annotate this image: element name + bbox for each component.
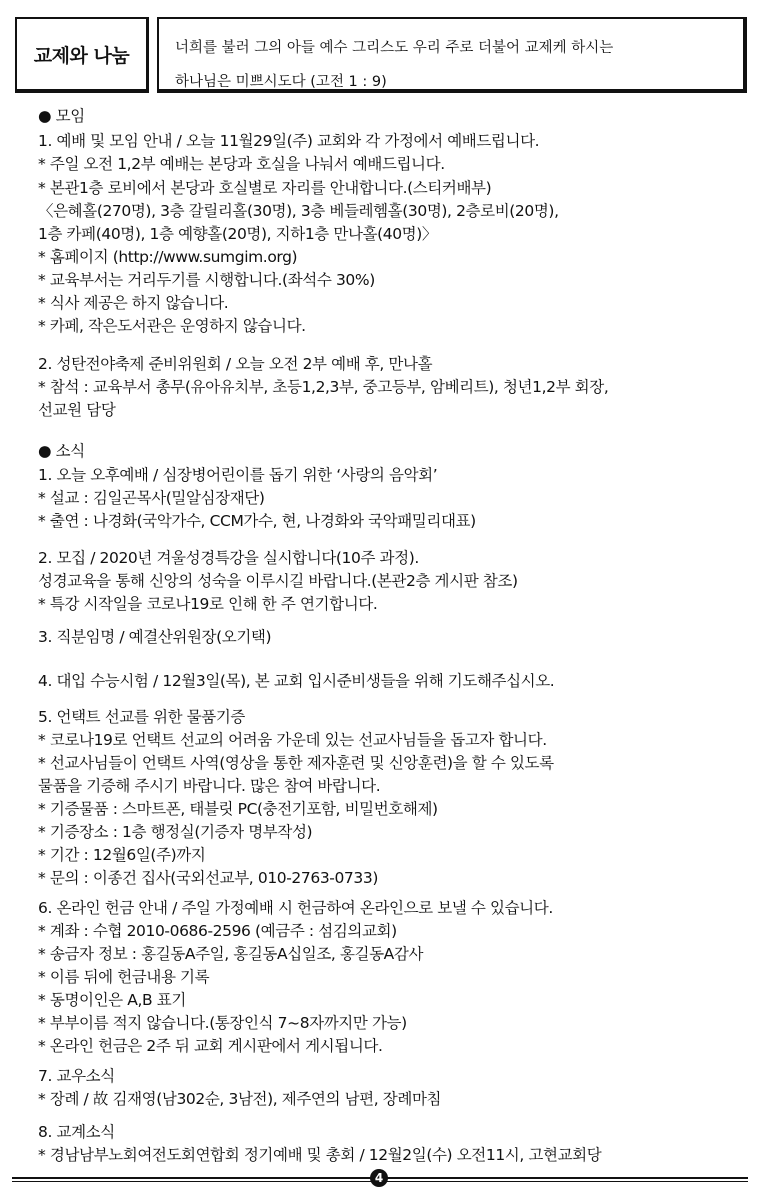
item-appointment: 3. 직분임명 / 예결산위원장(오기택) [38,628,272,646]
sub-item: * 주일 오전 1,2부 예배는 본당과 호실을 나눠서 예배드립니다. [38,155,445,173]
sub-item: * 송금자 정보 : 홍길동A주일, 홍길동A십일조, 홍길동A감사 [38,945,424,963]
item-christmas-committee: 2. 성탄전야축제 준비위원회 / 오늘 오전 2부 예배 후, 만나홀 [38,355,433,373]
sub-item: 선교원 담당 [38,401,116,419]
sub-item: * 식사 제공은 하지 않습니다. [38,294,229,312]
sub-item: * 장례 / 故 김재영(남302순, 3남전), 제주연의 남편, 장례마침 [38,1090,442,1108]
sub-item: * 교육부서는 거리두기를 시행합니다.(좌석수 30%) [38,271,375,289]
item-exam: 4. 대입 수능시험 / 12월3일(목), 본 교회 입시준비생들을 위해 기도해주십시오. [38,672,555,690]
sub-item: * 출연 : 나경화(국악가수, CCM가수, 현, 나경화와 국악패밀리대표) [38,512,476,530]
bible-verse-box [157,17,747,93]
item-member-news: 7. 교우소식 [38,1067,115,1085]
sub-item: * 부부이름 적지 않습니다.(통장인식 7~8자까지만 가능) [38,1014,407,1032]
page-number: 4 [370,1169,388,1187]
item-online-offering: 6. 온라인 헌금 안내 / 주일 가정예배 시 헌금하여 온라인으로 보낼 수 있습니다. [38,899,553,917]
sub-item: * 설교 : 김일곤목사(밀알심장재단) [38,489,265,507]
sub-item: * 홈페이지 (http://www.sumgim.org) [38,248,298,266]
sub-item: * 특강 시작일을 코로나19로 인해 한 주 연기합니다. [38,595,378,613]
item-church-news: 8. 교계소식 [38,1123,115,1141]
sub-item: * 카페, 작은도서관은 운영하지 않습니다. [38,317,306,335]
item-worship: 1. 예배 및 모임 안내 / 오늘 11월29일(주) 교회와 각 가정에서 예배드립니다. [38,132,540,150]
sub-item: * 참석 : 교육부서 총무(유아유치부, 초등1,2,3부, 중고등부, 암베리트), 청년1,2부 회장, [38,378,609,396]
item-concert: 1. 오늘 오후예배 / 심장병어린이를 돕기 위한 ‘사랑의 음악회’ [38,466,438,484]
sub-item: * 기간 : 12월6일(주)까지 [38,846,206,864]
section-header [12,14,748,100]
verse-line-2: 하나님은 미쁘시도다 (고전 1 : 9) [175,74,387,90]
section-title: 교제와 나눔 [15,17,149,93]
sub-item: 1층 카페(40명), 1층 예향홀(20명), 지하1층 만나홀(40명)〉 [38,225,437,243]
sub-item: 물품을 기증해 주시기 바랍니다. 많은 참여 바랍니다. [38,777,381,795]
page-footer [12,1168,748,1188]
sub-item: * 기증장소 : 1층 행정실(기증자 명부작성) [38,823,313,841]
sub-item: * 계좌 : 수협 2010-0686-2596 (예금주 : 섬김의교회) [38,922,397,940]
sub-item: * 경남남부노회여전도회연합회 정기예배 및 총회 / 12월2일(수) 오전11시, 고현교회당 [38,1146,602,1164]
sub-item: * 본관1층 로비에서 본당과 호실별로 자리를 안내합니다.(스티커배부) [38,179,492,197]
heading-gathering: ● 모임 [38,107,85,125]
sub-item: * 코로나19로 언택트 선교의 어려움 가운데 있는 선교사님들을 돕고자 합니다. [38,731,547,749]
sub-item: * 온라인 헌금은 2주 뒤 교회 게시판에서 게시됩니다. [38,1037,383,1055]
sub-item: * 문의 : 이종건 집사(국외선교부, 010-2763-0733) [38,869,378,887]
item-donation: 5. 언택트 선교를 위한 물품기증 [38,708,245,726]
item-bible-study: 2. 모집 / 2020년 겨울성경특강을 실시합니다(10주 과정). [38,549,419,567]
sub-item: 성경교육을 통해 신앙의 성숙을 이루시길 바랍니다.(본관2층 게시판 참조) [38,572,518,590]
sub-item: * 동명이인은 A,B 표기 [38,991,186,1009]
heading-news: ● 소식 [38,442,85,460]
sub-item: * 이름 뒤에 헌금내용 기록 [38,968,210,986]
sub-item: * 선교사님들이 언택트 사역(영상을 통한 제자훈련 및 신앙훈련)을 할 수 있도록 [38,754,554,772]
sub-item: 〈은혜홀(270명), 3층 갈릴리홀(30명), 3층 베들레헴홀(30명), 2층로비(20명), [38,202,559,220]
sub-item: * 기증물품 : 스마트폰, 태블릿 PC(충전기포함, 비밀번호해제) [38,800,438,818]
verse-line-1: 너희를 불러 그의 아들 예수 그리스도 우리 주로 더불어 교제케 하시는 [175,40,614,56]
